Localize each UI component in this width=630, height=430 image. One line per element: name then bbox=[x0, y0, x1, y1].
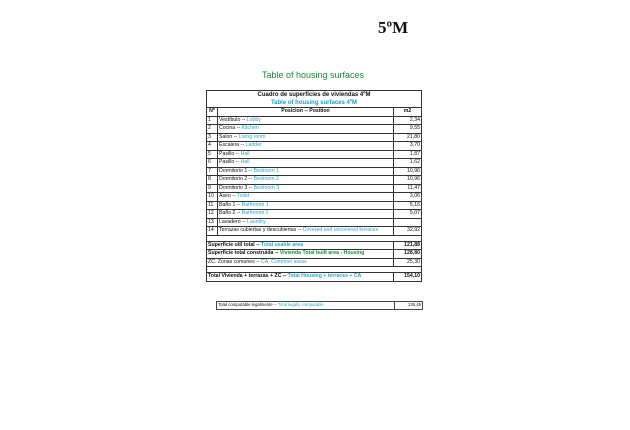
floor-label: 5ºM bbox=[378, 18, 409, 37]
row-area-value: 3,06 bbox=[394, 193, 422, 202]
row-area-value: 5,07 bbox=[394, 210, 422, 219]
row-position: Aseo -- Toilet bbox=[218, 193, 394, 202]
row-number: 2 bbox=[207, 125, 218, 134]
row-number: 8 bbox=[207, 176, 218, 185]
summary-built: Superficie total construida -- Vivienda Total built area - Housing bbox=[207, 250, 394, 259]
legal-value: 135,45 bbox=[395, 302, 423, 310]
row-position: Vestíbulo -- Lobby bbox=[218, 116, 394, 125]
page-subtitle: Table of housing surfaces bbox=[261, 70, 365, 80]
summary-total-value: 154,10 bbox=[394, 273, 422, 282]
row-position: Dormitorio 2 -- Bedroom 2 bbox=[218, 176, 394, 185]
row-position: Salon -- Living room bbox=[218, 133, 394, 142]
table-row bbox=[207, 125, 422, 134]
row-number: 5 bbox=[207, 150, 218, 159]
row-position: Dormitorio 3 -- Bedroom 3 bbox=[218, 184, 394, 193]
row-number: 1 bbox=[207, 116, 218, 125]
row-area-value bbox=[394, 218, 422, 227]
row-area-value: 10,96 bbox=[394, 176, 422, 185]
table-title-es: Cuadro de superficies de viviendas 4ºM bbox=[207, 91, 422, 100]
table-title-en: Table of housing surfaces 4ºM bbox=[207, 99, 422, 108]
row-position: Lavadero -- Laundry bbox=[218, 218, 394, 227]
row-area-value: 21,80 bbox=[394, 133, 422, 142]
summary-common: ZC. Zonas comunes -- CA. Common areas bbox=[207, 258, 394, 267]
row-number: 13 bbox=[207, 218, 218, 227]
column-header-m2: m2 bbox=[394, 108, 422, 117]
row-area-value: 1,62 bbox=[394, 159, 422, 168]
table-row bbox=[207, 184, 422, 193]
table-body bbox=[207, 116, 422, 235]
row-position: Pasillo -- Hall bbox=[218, 150, 394, 159]
row-area-value: 9,55 bbox=[394, 125, 422, 134]
row-position: Cocina -- Kitchen bbox=[218, 125, 394, 134]
summary-common-value: 25,30 bbox=[394, 258, 422, 267]
row-position: Escalera -- Ladder bbox=[218, 142, 394, 151]
table-row bbox=[207, 210, 422, 219]
summary-total: Total Vivienda + terrazas + ZC -- Total Housing + terraces + CA bbox=[207, 273, 394, 282]
row-number: 6 bbox=[207, 159, 218, 168]
surfaces-table bbox=[206, 90, 422, 282]
row-position: Baño 2 -- Bathroom 2 bbox=[218, 210, 394, 219]
row-area-value: 2,34 bbox=[394, 116, 422, 125]
table-row bbox=[207, 167, 422, 176]
table-row bbox=[207, 142, 422, 151]
legal-table bbox=[216, 301, 423, 310]
row-area-value: 1,87 bbox=[394, 150, 422, 159]
table-row bbox=[207, 176, 422, 185]
table-row bbox=[207, 159, 422, 168]
row-number: 12 bbox=[207, 210, 218, 219]
summary-usable: Superficie util total -- Total usable area bbox=[207, 241, 394, 250]
column-header-number: Nº bbox=[207, 108, 218, 117]
row-number: 3 bbox=[207, 133, 218, 142]
row-position: Terrazas cubiertas y descubiertas -- Covered and uncovered terraces bbox=[218, 227, 394, 236]
row-area-value: 5,16 bbox=[394, 201, 422, 210]
row-position: Baño 1 -- Bathroom 1 bbox=[218, 201, 394, 210]
row-number: 14 bbox=[207, 227, 218, 236]
row-number: 11 bbox=[207, 201, 218, 210]
table-row bbox=[207, 116, 422, 125]
row-area-value: 11,47 bbox=[394, 184, 422, 193]
column-header-position: Posicion -- Position bbox=[218, 108, 394, 117]
table-row bbox=[207, 133, 422, 142]
table-row bbox=[207, 193, 422, 202]
row-area-value: 10,96 bbox=[394, 167, 422, 176]
table-row bbox=[207, 227, 422, 236]
row-number: 9 bbox=[207, 184, 218, 193]
row-area-value: 3,70 bbox=[394, 142, 422, 151]
legal-label: Total computable legalmente -- Total legally computable bbox=[217, 302, 395, 310]
row-area-value: 32,92 bbox=[394, 227, 422, 236]
row-position: Pasillo -- Hall bbox=[218, 159, 394, 168]
row-number: 7 bbox=[207, 167, 218, 176]
row-number: 10 bbox=[207, 193, 218, 202]
table-row bbox=[207, 218, 422, 227]
summary-built-value: 128,80 bbox=[394, 250, 422, 259]
summary-usable-value: 121,88 bbox=[394, 241, 422, 250]
table-row bbox=[207, 201, 422, 210]
row-position: Dormitorio 1 -- Bedroom 1 bbox=[218, 167, 394, 176]
row-number: 4 bbox=[207, 142, 218, 151]
table-row bbox=[207, 150, 422, 159]
